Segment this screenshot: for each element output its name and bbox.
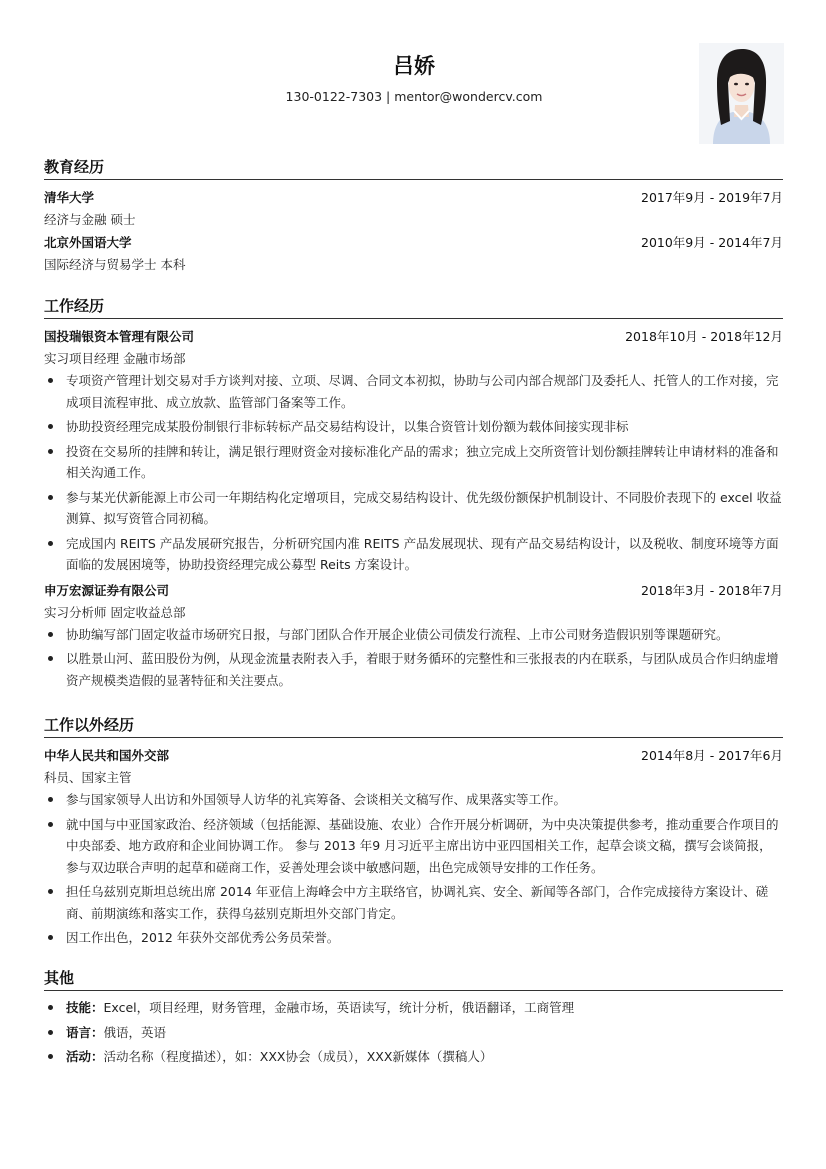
organization-name: 中华人民共和国外交部 (44, 748, 170, 763)
school-name: 清华大学 (44, 190, 95, 205)
languages-label: 语言： (66, 1024, 104, 1040)
education-entry (44, 231, 783, 276)
others-title: 其他 (44, 968, 783, 991)
bullet-item: 担任乌兹别克斯坦总统出席 2014 年亚信上海峰会中方主联络官，协调礼宾、安全、新闻等各部门，合作完成接待方案设计、磋商、前期演练和落实工作，获得乌兹别克斯坦外交部门肯定。 (44, 881, 783, 924)
skills-item (44, 997, 783, 1019)
company-name: 国投瑞银资本管理有限公司 (44, 329, 195, 344)
activities-value: 活动名称（程度描述），如：XXX协会（成员），XXX新媒体（撰稿人） (103, 1049, 493, 1064)
work-entry (44, 579, 783, 692)
work-title: 工作经历 (44, 296, 783, 319)
other-experience-date: 2014年8月 - 2017年6月 (641, 748, 783, 763)
education-entry (44, 186, 783, 231)
other-experience-bullets (44, 789, 783, 949)
bullet-item: 投资在交易所的挂牌和转让，满足银行理财资金对接标准化产品的需求；独立完成上交所资管计划份额挂牌转让申请材料的准备和相关沟通工作。 (44, 441, 783, 484)
skills-value: Excel，项目经理，财务管理，金融市场，英语读写，统计分析，俄语翻译，工商管理 (103, 1000, 575, 1015)
portrait-icon (699, 43, 784, 144)
bullet-item: 就中国与中亚国家政治、经济领域（包括能源、基础设施、农业）合作开展分析调研，为中央决策提供参考，推动重要合作项目的中央部委、地方政府和企业间协调工作。 参与 2013 年9 月习近平主席出访中亚四国相关工作，起草会谈文稿，撰写会谈简报，参与双边联合声明的起草和磋商工作，妥善处理会谈中敏感问题，出色完成领导安排的工作任务。 (44, 814, 783, 879)
work-section (44, 296, 783, 694)
bullet-item: 以胜景山河、蓝田股份为例，从现金流量表附表入手，着眼于财务循环的完整性和三张报表的内在联系，与团队成员合作归纳虚增资产规模类造假的显著特征和关注要点。 (44, 648, 783, 691)
education-detail: 经济与金融 硕士 (44, 212, 136, 227)
bullet-item: 参与某光伏新能源上市公司一年期结构化定增项目，完成交易结构设计、优先级份额保护机制设计、不同股价表现下的 excel 收益测算、拟写资管合同初稿。 (44, 487, 783, 530)
contact-info: 130-0122-7303 | mentor@wondercv.com (285, 89, 543, 104)
activities-label: 活动： (66, 1049, 104, 1064)
languages-value: 俄语，英语 (103, 1024, 167, 1040)
bullet-item: 参与国家领导人出访和外国领导人访华的礼宾筹备、会谈相关文稿写作、成果落实等工作。 (44, 789, 783, 811)
education-detail: 国际经济与贸易学士 本科 (44, 257, 186, 272)
work-bullets (44, 624, 783, 692)
school-name: 北京外国语大学 (44, 235, 132, 250)
other-experience-title: 工作以外经历 (44, 715, 783, 738)
others-section (44, 968, 783, 1071)
work-entry (44, 325, 783, 576)
activities-item (44, 1046, 783, 1068)
bullet-item: 完成国内 REITS 产品发展研究报告，分析研究国内准 REITS 产品发展现状、现有产品交易结构设计，以及税收、制度环境等方面面临的发展困境等，协助投资经理完成公募型 Reits 方案设计。 (44, 533, 783, 576)
education-section (44, 157, 783, 276)
other-experience-section (44, 715, 783, 952)
skills-label: 技能： (66, 1000, 104, 1015)
other-experience-role: 科员、国家主管 (44, 770, 132, 785)
other-experience-entry (44, 744, 783, 949)
education-date: 2017年9月 - 2019年7月 (641, 190, 783, 205)
education-title: 教育经历 (44, 157, 783, 180)
others-list (44, 997, 783, 1068)
work-role: 实习项目经理 金融市场部 (44, 351, 186, 366)
work-date: 2018年3月 - 2018年7月 (641, 582, 783, 598)
languages-item (44, 1022, 783, 1044)
portrait-photo (699, 43, 784, 144)
bullet-item: 协助编写部门固定收益市场研究日报，与部门团队合作开展企业债公司债发行流程、上市公司财务造假识别等课题研究。 (44, 624, 783, 646)
education-date: 2010年9月 - 2014年7月 (641, 235, 783, 250)
work-date: 2018年10月 - 2018年12月 (625, 329, 783, 344)
bullet-item: 因工作出色，2012 年获外交部优秀公务员荣誉。 (44, 927, 783, 949)
bullet-item: 协助投资经理完成某股份制银行非标转标产品交易结构设计，以集合资管计划份额为载体间接实现非标 (44, 416, 783, 438)
bullet-item: 专项资产管理计划交易对手方谈判对接、立项、尽调、合同文本初拟，协助与公司内部合规部门及委托人、托管人的工作对接，完成项目流程审批、成立放款、监管部门备案等工作。 (44, 370, 783, 413)
resume-header (44, 52, 784, 106)
candidate-name: 吕娇 (393, 54, 435, 78)
company-name: 申万宏源证券有限公司 (44, 582, 170, 598)
work-bullets (44, 370, 783, 576)
work-role: 实习分析师 固定收益总部 (44, 604, 186, 620)
